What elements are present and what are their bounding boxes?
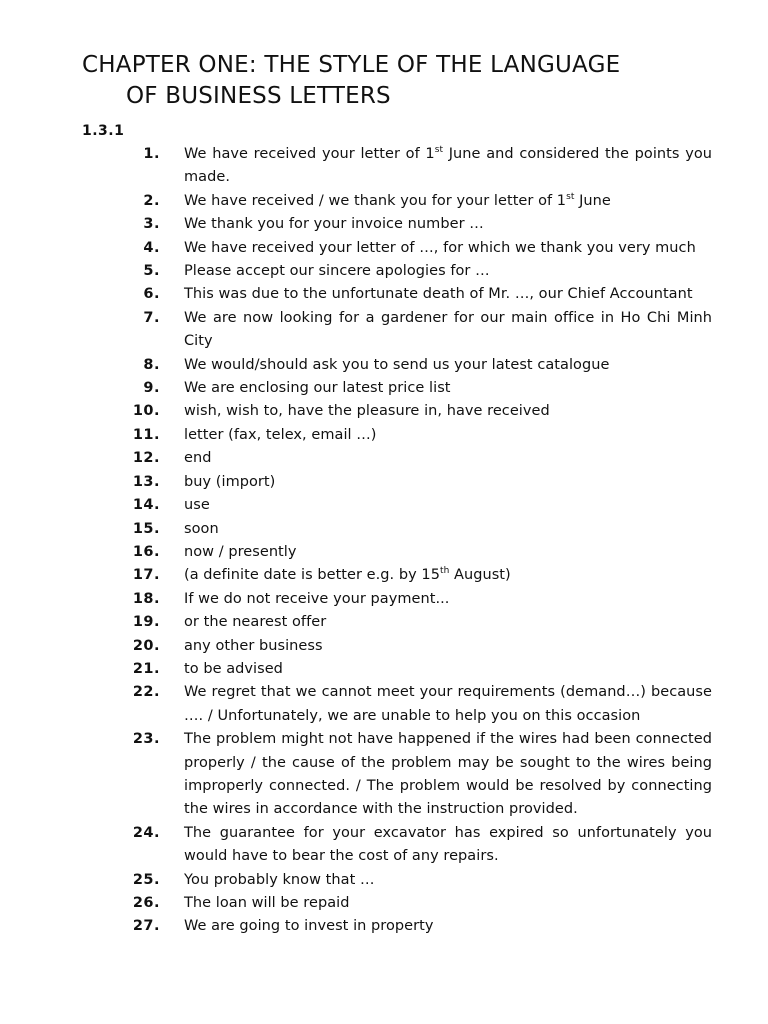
list-item-text-main: The guarantee for your excavator has expired so unfortunately you would have to bear the cost of any repairs. <box>184 824 712 865</box>
list-item-text-main: to be advised <box>184 660 283 677</box>
list-item <box>100 915 712 938</box>
list-item <box>100 377 712 400</box>
list-item-number <box>100 541 160 564</box>
list-item-number-label: 4. <box>143 239 160 256</box>
list-item-number-label: 24. <box>132 824 160 841</box>
list-item <box>100 588 712 611</box>
list-item <box>100 424 712 447</box>
list-item-number-label: 21. <box>132 660 160 677</box>
list-item-text-main: The problem might not have happened if the wires had been connected properly / the cause of the problem may be sought to the wires being improperly connected. / The problem would be resolved by connecting the wires in accordance with the instruction provided. <box>184 731 712 818</box>
list-item-number-label: 23. <box>132 731 160 748</box>
list-item-number-label: 14. <box>132 497 160 514</box>
list-item-number <box>100 400 160 423</box>
list-item-text-main: any other business <box>184 637 323 654</box>
list-item <box>100 237 712 260</box>
list-item-text-main: or the nearest offer <box>184 614 327 631</box>
list-item-text-main: now / presently <box>184 543 297 560</box>
list-item-text <box>184 494 712 517</box>
list-item-text-main: We are enclosing our latest price list <box>184 380 451 397</box>
list-item-text-main: We thank you for your invoice number … <box>184 216 484 233</box>
list-item-text-main: We have received your letter of 1 <box>184 146 435 162</box>
list-item-number-label: 7. <box>143 309 160 326</box>
list-item-number <box>100 658 160 681</box>
list-item-text <box>184 564 712 587</box>
list-item-text <box>184 822 712 869</box>
list-item-text-main: The loan will be repaid <box>184 895 350 911</box>
list-item-number <box>100 728 160 751</box>
list-item-number-label: 8. <box>143 356 160 373</box>
list-item-text <box>184 541 712 564</box>
list-item-text <box>184 892 712 915</box>
ordinal-suffix: st <box>434 145 444 155</box>
list-item-text <box>184 424 712 447</box>
list-item <box>100 611 712 634</box>
ordinal-suffix: th <box>439 566 450 577</box>
list-item-text-main: soon <box>184 520 219 537</box>
page-title <box>82 50 722 112</box>
list-item-number-label: 25. <box>132 871 160 888</box>
list-item-text <box>184 869 712 892</box>
list-item-number <box>100 354 160 377</box>
list-item-number <box>100 307 160 330</box>
list-item-number <box>100 471 160 494</box>
list-item-number-label: 6. <box>143 286 160 303</box>
title-line-2: OF BUSINESS LETTERS <box>126 83 391 109</box>
list-item <box>100 283 712 306</box>
list-item-text-main: If we do not receive your payment... <box>184 590 450 607</box>
list-item-text <box>184 190 712 213</box>
list-item-text <box>184 518 712 541</box>
list-item-text <box>184 728 712 822</box>
list-item <box>100 307 712 354</box>
list-item-number-label: 12. <box>132 450 160 467</box>
list-item <box>100 564 712 587</box>
list-item-number-label: 27. <box>132 918 160 935</box>
list-item-text-rest: June and considered the points you made. <box>184 146 712 186</box>
list-item-text <box>184 658 712 681</box>
section-number: 1.3.1 <box>82 123 125 139</box>
list-item <box>100 892 712 915</box>
list-item <box>100 681 712 728</box>
list-item-number-label: 17. <box>132 567 160 584</box>
list-item-number <box>100 377 160 400</box>
list-item-number-label: 13. <box>132 473 160 490</box>
list-item-number-label: 11. <box>132 426 160 443</box>
list-item-number <box>100 447 160 470</box>
list-item-text <box>184 915 712 938</box>
list-item <box>100 635 712 658</box>
list-item-number <box>100 237 160 260</box>
list-item-text-main: (a definite date is better e.g. by 15 <box>184 567 440 584</box>
list-item <box>100 541 712 564</box>
list-item-text <box>184 681 712 728</box>
list-item <box>100 822 712 869</box>
list-item-number <box>100 588 160 611</box>
list-item-text-rest: June <box>574 192 611 209</box>
list-item-text <box>184 611 712 634</box>
list-item-number <box>100 143 160 166</box>
list-item <box>100 260 712 283</box>
list-item-number-label: 1. <box>143 146 160 162</box>
list-item-text-main: We are now looking for a gardener for our main office in Ho Chi Minh City <box>184 309 712 350</box>
list-item-number <box>100 635 160 658</box>
list-item-number <box>100 611 160 634</box>
list-item-text <box>184 307 712 354</box>
list-item-number-label: 10. <box>132 403 160 420</box>
list-item-text-main: letter (fax, telex, email …) <box>184 426 377 443</box>
list-item <box>100 728 712 822</box>
list-item-text-main: We have received / we thank you for your letter of 1 <box>184 192 567 209</box>
list-item-number-label: 15. <box>132 520 160 537</box>
list-item-text <box>184 354 712 377</box>
list-item-number-label: 20. <box>132 637 160 654</box>
list-item-text-main: buy (import) <box>184 473 276 490</box>
list-item <box>100 400 712 423</box>
ordinal-suffix: st <box>566 191 575 202</box>
list-item-text <box>184 143 712 190</box>
list-item-number <box>100 424 160 447</box>
list-item <box>100 518 712 541</box>
list-item-number-label: 9. <box>143 380 160 397</box>
list-item <box>100 869 712 892</box>
list-item-number-label: 18. <box>132 590 160 607</box>
list-item-text-main: use <box>184 497 210 514</box>
list-item-text-main: This was due to the unfortunate death of Mr. …, our Chief Accountant <box>184 286 693 303</box>
list-item-text <box>184 447 712 470</box>
list-item-number-label: 19. <box>132 614 160 631</box>
list-item-number-label: 3. <box>143 216 160 233</box>
list-item <box>100 447 712 470</box>
list-item-text-main: We would/should ask you to send us your latest catalogue <box>184 356 610 373</box>
list-item-number <box>100 915 160 938</box>
list-item-text <box>184 400 712 423</box>
list-item <box>100 658 712 681</box>
list-item-text <box>184 588 712 611</box>
list-item-text <box>184 283 712 306</box>
list-item-text-main: end <box>184 450 212 467</box>
list-item <box>100 494 712 517</box>
list-item-text <box>184 635 712 658</box>
list-item-text-main: Please accept our sincere apologies for … <box>184 263 490 280</box>
list-item-number <box>100 564 160 587</box>
list-item-number <box>100 892 160 915</box>
list-item-number <box>100 518 160 541</box>
list-item-text-main: You probably know that … <box>184 871 375 888</box>
list-item <box>100 213 712 236</box>
list-item-text <box>184 377 712 400</box>
list-item-number <box>100 213 160 236</box>
list-item-number <box>100 283 160 306</box>
list-item-number-label: 22. <box>132 684 160 701</box>
list-item <box>100 354 712 377</box>
list-item <box>100 471 712 494</box>
list-item-number <box>100 681 160 704</box>
answer-list <box>100 143 712 939</box>
list-item-text-main: We regret that we cannot meet your requirements (demand…) because …. / Unfortunately, we are unable to help you on this occasion <box>184 684 712 724</box>
list-item-number-label: 26. <box>132 895 160 911</box>
list-item-text-main: We have received your letter of …, for which we thank you very much <box>184 239 696 256</box>
list-item-text <box>184 237 712 260</box>
list-item-number <box>100 494 160 517</box>
list-item-number <box>100 190 160 213</box>
list-item-text <box>184 471 712 494</box>
list-item-number <box>100 260 160 283</box>
list-item-number <box>100 869 160 892</box>
list-item-text <box>184 260 712 283</box>
list-item-number-label: 5. <box>143 263 160 280</box>
title-line-1: CHAPTER ONE: THE STYLE OF THE LANGUAGE <box>82 52 621 78</box>
list-item <box>100 190 712 213</box>
list-item-text-main: We are going to invest in property <box>184 918 434 935</box>
list-item-text-main: wish, wish to, have the pleasure in, have received <box>184 403 550 420</box>
list-item-text <box>184 213 712 236</box>
list-item <box>100 143 712 190</box>
list-item-text-rest: August) <box>449 567 511 584</box>
list-item-number <box>100 822 160 845</box>
list-item-number-label: 2. <box>143 192 160 209</box>
list-item-number-label: 16. <box>132 543 160 560</box>
